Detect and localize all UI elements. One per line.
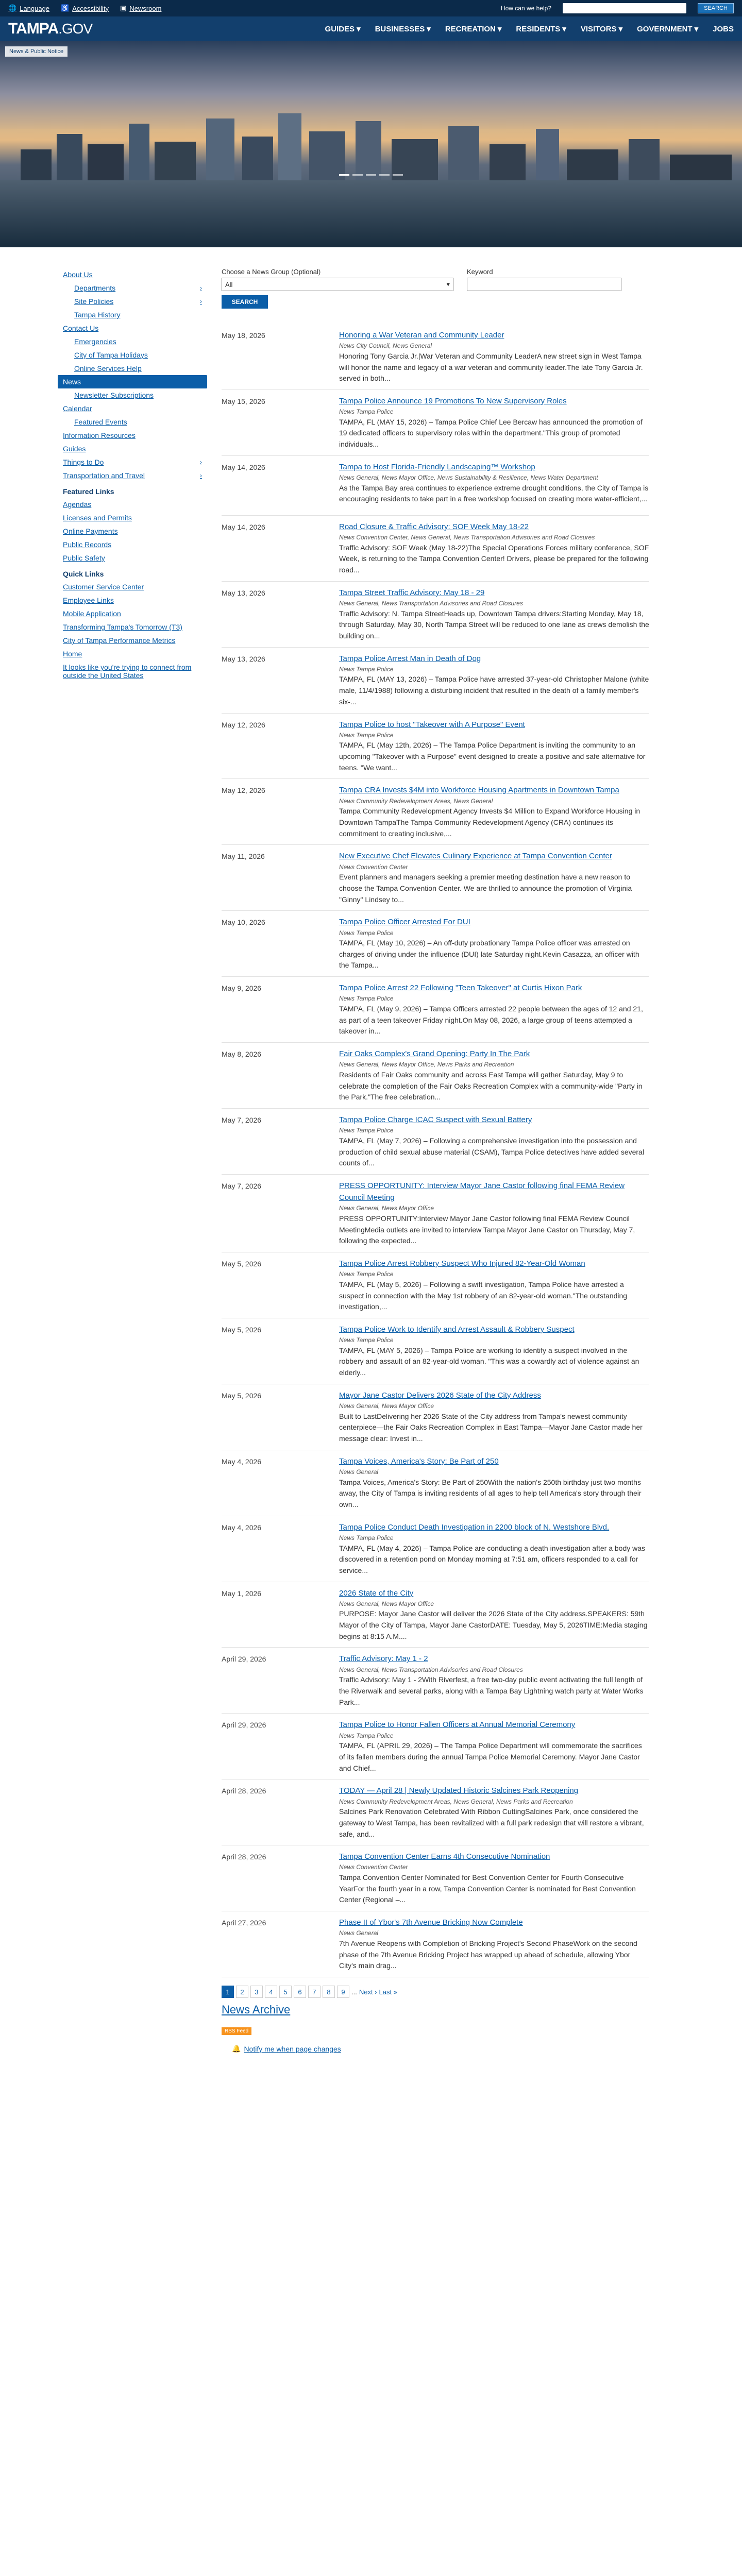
pagination (222, 1986, 649, 1998)
news-body (339, 1258, 649, 1313)
news-title[interactable]: Tampa Police Announce 19 Promotions To New Supervisory Roles (339, 396, 567, 405)
sidebar-item-label: Information Resources (63, 431, 136, 439)
sidebar-item[interactable] (58, 455, 207, 469)
site-search-button[interactable]: SEARCH (698, 3, 734, 13)
news-body (339, 982, 649, 1037)
news-title[interactable]: PRESS OPPORTUNITY: Interview Mayor Jane Castor following final FEMA Review Council Meeting (339, 1181, 625, 1202)
last-page-link[interactable]: Last » (379, 1988, 397, 1996)
quick-link[interactable] (58, 634, 207, 647)
news-item (222, 779, 649, 845)
news-group-select[interactable]: All ▾ (222, 278, 453, 291)
news-item (222, 456, 649, 516)
sidebar-item[interactable] (58, 388, 207, 402)
quick-link[interactable] (58, 594, 207, 607)
sidebar-item-label: Things to Do (63, 458, 104, 466)
sidebar-item-label: Guides (63, 445, 86, 453)
news-summary: Built to LastDelivering her 2026 State of the City address from Tampa's newest community centerpiece—the Fair Oaks Recreation Complex in East Tampa—Mayor Jane Castor made her message clear: Invest in... (339, 1412, 643, 1443)
sidebar-item[interactable] (58, 321, 207, 335)
news-date: April 29, 2026 (222, 1721, 266, 1730)
news-category: News General, News Mayor Office (339, 1600, 434, 1607)
news-summary: TAMPA, FL (May 5, 2026) – Following a swift investigation, Tampa Police have arrested a suspect in connection with the May 1st robbery of an 82-year-old woman."The outstanding investigation,... (339, 1280, 628, 1311)
quick-link-label: Mobile Application (63, 609, 121, 618)
nav-label: GUIDES (325, 24, 355, 33)
news-item (222, 390, 649, 456)
news-category: News Tampa Police (339, 1270, 394, 1278)
news-body (339, 1114, 649, 1169)
page-link[interactable]: 3 (250, 1986, 263, 1998)
featured-link-label: Licenses and Permits (63, 514, 132, 522)
newsroom-icon: ▣ (120, 4, 127, 12)
news-summary: Traffic Advisory: N. Tampa StreetHeads up, Downtown Tampa drivers:Starting Monday, May 18, through Saturday, May 30, North Tampa Street will be reduced to one lane as crews demolish the building on... (339, 609, 649, 640)
news-item (222, 1780, 649, 1845)
news-date: April 28, 2026 (222, 1853, 266, 1861)
sidebar-item[interactable] (58, 348, 207, 362)
sidebar-item-label: Contact Us (63, 324, 99, 332)
news-item (222, 1714, 649, 1780)
news-item (222, 1109, 649, 1175)
quick-link-label: Transforming Tampa's Tomorrow (T3) (63, 623, 182, 631)
sidebar-item[interactable] (58, 415, 207, 429)
news-body (339, 719, 649, 774)
news-date: May 8, 2026 (222, 1050, 262, 1059)
nav-item-guides[interactable] (325, 24, 361, 33)
news-item (222, 1384, 649, 1450)
news-date: April 29, 2026 (222, 1655, 266, 1664)
sidebar-item-label: Tampa History (74, 311, 121, 319)
sidebar-item-label: Featured Events (74, 418, 127, 426)
nav-label: RESIDENTS (516, 24, 561, 33)
page-link[interactable]: 6 (294, 1986, 306, 1998)
main-navigation (0, 16, 742, 41)
page-layout (0, 247, 742, 2074)
news-title[interactable]: Tampa Police Arrest 22 Following "Teen Takeover" at Curtis Hixon Park (339, 984, 582, 993)
main-content (222, 268, 649, 2074)
news-summary: PURPOSE: Mayor Jane Castor will deliver the 2026 State of the City address.SPEAKERS: 59th Mayor of the City of Tampa, Mayor Jane CastorDATE: Tuesday, May 5, 2026TIME:Media staging begins at 8:15 A.M.... (339, 1609, 648, 1640)
keyword-label: Keyword (467, 268, 493, 276)
news-category: News General, News Mayor Office (339, 1402, 434, 1410)
news-summary: TAMPA, FL (May 9, 2026) – Tampa Officers arrested 22 people between the ages of 12 and 21, as part of a teen takeover Friday night.On May 08, 2026, a large group of teens attempted a takeover in... (339, 1005, 643, 1036)
quick-link-label: Employee Links (63, 596, 114, 604)
news-title[interactable]: Tampa Police Work to Identify and Arrest Assault & Robbery Suspect (339, 1325, 575, 1334)
quick-link[interactable] (58, 580, 207, 594)
featured-link-label: Agendas (63, 500, 92, 509)
nav-item-residents[interactable] (516, 24, 566, 33)
quick-link-label: Home (63, 650, 82, 658)
page-link[interactable]: 8 (323, 1986, 335, 1998)
quick-link-label: Customer Service Center (63, 583, 144, 591)
quick-link-label: City of Tampa Performance Metrics (63, 636, 176, 645)
featured-link[interactable] (58, 524, 207, 538)
news-date: May 1, 2026 (222, 1589, 262, 1598)
news-date: May 5, 2026 (222, 1325, 262, 1334)
quick-link[interactable] (58, 620, 207, 634)
news-summary: PRESS OPPORTUNITY:Interview Mayor Jane Castor following final FEMA Review Council MeetingMedia outlets are invited to interview Tampa Mayor Jane Castor on Thursday, May 7, following the expected... (339, 1214, 635, 1245)
site-search-input[interactable] (563, 3, 686, 13)
chevron-down-icon: ▾ (357, 25, 361, 33)
chevron-right-icon: › (200, 284, 202, 292)
news-item (222, 516, 649, 582)
news-category: News General, News Mayor Office (339, 1205, 434, 1212)
chevron-down-icon: ▾ (497, 25, 502, 33)
hero-caption: News & Public Notice (5, 46, 68, 57)
news-category: News General, News Transportation Advisories and Road Closures (339, 1666, 523, 1673)
sidebar-item[interactable] (58, 362, 207, 375)
news-body (339, 329, 649, 384)
sidebar-item-label: Site Policies (74, 297, 114, 306)
pager-ellipsis: ... (351, 1988, 357, 1996)
news-body (339, 1587, 649, 1642)
accessibility-icon: ♿ (61, 4, 70, 12)
news-title[interactable]: Tampa Police Arrest Robbery Suspect Who Injured 82-Year-Old Woman (339, 1259, 585, 1268)
news-item (222, 1516, 649, 1582)
news-category: News Tampa Police (339, 731, 394, 739)
page-link[interactable]: 5 (279, 1986, 292, 1998)
news-title[interactable]: 2026 State of the City (339, 1588, 414, 1598)
quick-link[interactable] (58, 660, 207, 682)
quick-links-heading: Quick Links (63, 570, 104, 578)
nav-label: VISITORS (580, 24, 617, 33)
news-summary: TAMPA, FL (MAY 15, 2026) – Tampa Police Chief Lee Bercaw has announced the promotion of 19 dedicated officers to supervisory roles within the department."This group of promoted individuals... (339, 417, 643, 449)
news-item (222, 582, 649, 648)
notify-link[interactable]: 🔔 Notify me when page changes (232, 2044, 341, 2053)
news-summary: Tampa Convention Center Nominated for Best Convention Center for Fourth Consecutive YearFor the fourth year in a row, Tampa Convention Center is nominated for Best Convention Center (Regional –... (339, 1873, 636, 1904)
next-page-link[interactable]: Next › (359, 1988, 377, 1996)
news-date: May 11, 2026 (222, 852, 265, 861)
news-category: News Tampa Police (339, 408, 394, 416)
news-category: News Convention Center, News General, News Transportation Advisories and Road Closures (339, 534, 595, 541)
news-item (222, 1318, 649, 1384)
news-body (339, 1180, 649, 1247)
news-item (222, 648, 649, 714)
sidebar-item[interactable] (58, 469, 207, 482)
news-body (339, 1455, 649, 1511)
news-title[interactable]: Tampa Convention Center Earns 4th Consecutive Nomination (339, 1852, 550, 1861)
news-date: May 7, 2026 (222, 1181, 262, 1190)
news-title[interactable]: Tampa Police to Honor Fallen Officers at Annual Memorial Ceremony (339, 1720, 576, 1730)
news-list (222, 324, 649, 1977)
news-title[interactable]: Phase II of Ybor's 7th Avenue Bricking Now Complete (339, 1918, 523, 1927)
news-item (222, 1911, 649, 1977)
news-category: News City Council, News General (339, 342, 432, 350)
news-summary: Honoring Tony Garcia Jr.|War Veteran and Community LeaderA new street sign in West Tampa will honor the name and legacy of a war veteran and community leader.The late Tony Garcia Jr. served in both... (339, 351, 643, 383)
news-category: News General (339, 1468, 379, 1476)
nav-label: GOVERNMENT (637, 24, 693, 33)
page-link[interactable]: 2 (236, 1986, 248, 1998)
news-summary: TAMPA, FL (APRIL 29, 2026) – The Tampa Police Department will commemorate the sacrifices of its fallen members during the annual Tampa Police Memorial Ceremony. Mayor Jane Castor and Chief... (339, 1741, 642, 1772)
news-category: News Tampa Police (339, 995, 394, 1003)
news-item (222, 1648, 649, 1714)
accessibility-link[interactable]: ♿ Accessibility (61, 4, 109, 12)
page-link[interactable]: 1 (222, 1986, 234, 1998)
news-item (222, 911, 649, 977)
utility-bar (0, 0, 742, 16)
news-category: News General, News Transportation Advisories and Road Closures (339, 599, 523, 607)
news-title[interactable]: TODAY — April 28 | Newly Updated Historic Salcines Park Reopening (339, 1786, 579, 1795)
news-category: News Tampa Police (339, 1127, 394, 1134)
chevron-down-icon: ▾ (618, 25, 623, 33)
sidebar-item[interactable] (58, 295, 207, 308)
news-item (222, 714, 649, 779)
sidebar (58, 268, 207, 2074)
sidebar-item-label: Transportation and Travel (63, 471, 145, 480)
news-title[interactable]: Tampa Police to host "Takeover with A Purpose" Event (339, 720, 525, 729)
news-body (339, 1917, 649, 1972)
news-body (339, 916, 649, 971)
news-title[interactable]: Tampa CRA Invests $4M into Workforce Housing Apartments in Downtown Tampa (339, 786, 619, 795)
news-body (339, 1785, 649, 1840)
hero-banner (0, 41, 742, 247)
news-date: May 5, 2026 (222, 1391, 262, 1400)
news-category: News Community Redevelopment Areas, News General (339, 797, 493, 805)
page-link[interactable]: 7 (308, 1986, 321, 1998)
news-body (339, 1389, 649, 1445)
news-title[interactable]: Honoring a War Veteran and Community Leader (339, 331, 504, 340)
chevron-down-icon: ▾ (427, 25, 431, 33)
language-link[interactable]: 🌐 Language (8, 4, 50, 12)
featured-link[interactable] (58, 498, 207, 511)
news-search-button[interactable]: SEARCH (222, 295, 268, 309)
news-summary: TAMPA, FL (May 4, 2026) – Tampa Police are conducting a death investigation after a body was discovered in a retention pond on Monday morning at 7:51 am, officers responded to a call for service... (339, 1544, 646, 1574)
news-category: News Tampa Police (339, 1534, 394, 1541)
news-summary: Residents of Fair Oaks community and across East Tampa will gather Saturday, May 9 to celebrate the completion of the Fair Oaks Recreation Complex with a community-wide "Party in the Park."The free celebration... (339, 1070, 643, 1101)
bell-icon: 🔔 (232, 2044, 241, 2053)
featured-link[interactable] (58, 538, 207, 551)
news-title[interactable]: Traffic Advisory: May 1 - 2 (339, 1654, 428, 1664)
featured-link[interactable] (58, 551, 207, 565)
news-body (339, 1521, 649, 1577)
quick-link[interactable] (58, 607, 207, 620)
news-date: May 10, 2026 (222, 918, 265, 927)
nav-item-businesses[interactable] (375, 24, 431, 33)
chevron-down-icon: ▾ (694, 25, 699, 33)
news-category: News Tampa Police (339, 1336, 394, 1344)
news-summary: Traffic Advisory: SOF Week (May 18-22)The Special Operations Forces military conference, SOF Week, is returning to the Tampa Convention Center! Drivers, please be prepared for the following road... (339, 543, 649, 574)
news-date: May 14, 2026 (222, 463, 265, 471)
news-category: News General (339, 1929, 379, 1937)
news-category: News Convention Center (339, 863, 408, 871)
news-body (339, 395, 649, 450)
news-title[interactable]: Mayor Jane Castor Delivers 2026 State of the City Address (339, 1391, 541, 1400)
sidebar-item[interactable] (58, 268, 207, 281)
news-category: News Tampa Police (339, 665, 394, 673)
nav-item-government[interactable] (637, 24, 698, 33)
news-body (339, 1851, 649, 1906)
news-title[interactable]: Tampa Police Charge ICAC Suspect with Sexual Battery (339, 1115, 532, 1124)
news-item (222, 1252, 649, 1318)
news-filters (222, 268, 649, 309)
news-date: May 7, 2026 (222, 1115, 262, 1124)
nav-label: RECREATION (445, 24, 496, 33)
sidebar-item[interactable] (58, 308, 207, 321)
news-title[interactable]: Tampa Police Arrest Man in Death of Dog (339, 654, 481, 663)
featured-link-label: Public Safety (63, 554, 105, 562)
sidebar-item[interactable] (58, 442, 207, 455)
sidebar-item[interactable] (58, 375, 207, 388)
news-item (222, 1582, 649, 1648)
slider-dots[interactable] (339, 174, 403, 176)
news-body (339, 1719, 649, 1774)
featured-link-label: Online Payments (63, 527, 118, 535)
news-title[interactable]: Road Closure & Traffic Advisory: SOF Week May 18-22 (339, 522, 529, 531)
rss-feed-badge[interactable]: RSS Feed (222, 2027, 251, 2035)
news-summary: TAMPA, FL (MAY 5, 2026) – Tampa Police are working to identify a suspect involved in the robbery and assault of an 82-year-old woman. "This was a cowardly act of violence against an elderly... (339, 1346, 639, 1377)
news-date: May 15, 2026 (222, 397, 265, 405)
news-summary: TAMPA, FL (MAY 13, 2026) – Tampa Police have arrested 37-year-old Christopher Malone (white male, 11/4/1988) following a disturbing incident that resulted in the death of a family member's six-... (339, 675, 649, 706)
news-item (222, 1175, 649, 1252)
page-link[interactable]: 9 (337, 1986, 349, 1998)
news-summary: Traffic Advisory: May 1 - 2With Riverfest, a free two-day public event activating the full length of the Riverwalk and several parks, along with a Tampa Bay Lightning watch party at Water Works Park... (339, 1675, 644, 1706)
news-date: May 12, 2026 (222, 720, 265, 729)
news-date: May 4, 2026 (222, 1457, 262, 1466)
news-date: May 13, 2026 (222, 588, 265, 597)
news-date: May 13, 2026 (222, 654, 265, 663)
featured-link[interactable] (58, 511, 207, 524)
news-summary: TAMPA, FL (May 7, 2026) – Following a comprehensive investigation into the possession and production of child sexual abuse material (CSAM), Tampa Police detectives have added several counts of... (339, 1136, 644, 1167)
news-body (339, 1048, 649, 1103)
featured-link-label: Public Records (63, 540, 112, 549)
news-date: May 12, 2026 (222, 786, 265, 795)
news-body (339, 587, 649, 642)
sidebar-item-label: About Us (63, 270, 93, 279)
sidebar-item-label: News (63, 378, 81, 386)
news-summary: TAMPA, FL (May 12th, 2026) – The Tampa Police Department is inviting the community to an upcoming "Takeover with a Purpose" event designed to create a positive and safe alternative for teens. "We want... (339, 741, 646, 772)
news-item (222, 324, 649, 390)
sidebar-item[interactable] (58, 281, 207, 295)
news-summary: Tampa Community Redevelopment Agency Invests $4 Million to Expand Workforce Housing in Downtown TampaThe Tampa Community Redevelopment Agency (CRA) continues its commitment to creating inclusive,... (339, 807, 640, 838)
news-title[interactable]: Tampa Police Officer Arrested For DUI (339, 918, 470, 927)
news-title[interactable]: New Executive Chef Elevates Culinary Experience at Tampa Convention Center (339, 852, 612, 861)
news-title[interactable]: Tampa Voices, America's Story: Be Part of 250 (339, 1456, 499, 1466)
sidebar-item-label: Newsletter Subscriptions (74, 391, 154, 399)
news-category: News Community Redevelopment Areas, News General, News Parks and Recreation (339, 1798, 573, 1805)
nav-item-visitors[interactable] (581, 24, 622, 33)
news-title[interactable]: Tampa Police Conduct Death Investigation in 2200 block of N. Westshore Blvd. (339, 1522, 610, 1532)
sidebar-item[interactable] (58, 335, 207, 348)
news-date: May 5, 2026 (222, 1260, 262, 1268)
news-body (339, 850, 649, 905)
site-logo[interactable]: TAMPA.GOV (8, 20, 93, 37)
news-title[interactable]: Tampa to Host Florida-Friendly Landscaping™ Workshop (339, 462, 535, 471)
globe-icon: 🌐 (8, 4, 17, 12)
news-category: News Convention Center (339, 1863, 408, 1871)
news-date: May 14, 2026 (222, 522, 265, 531)
chevron-down-icon: ▾ (562, 25, 566, 33)
news-category: News General, News Mayor Office, News Sustainability & Resilience, News Water Department (339, 474, 598, 482)
sidebar-item[interactable] (58, 402, 207, 415)
news-body (339, 1653, 649, 1708)
nav-menu (325, 24, 734, 33)
news-summary: Tampa Voices, America's Story: Be Part of 250With the nation's 250th birthday just two months away, the City of Tampa is inviting residents of all ages to help tell America's story through their own... (339, 1478, 642, 1509)
sidebar-item-label: Online Services Help (74, 364, 142, 372)
news-item (222, 1450, 649, 1516)
hero-water (0, 180, 742, 247)
news-category: News General, News Mayor Office, News Parks and Recreation (339, 1061, 514, 1069)
news-item (222, 1043, 649, 1109)
news-body (339, 521, 649, 576)
nav-item-jobs[interactable] (713, 24, 734, 33)
news-body (339, 784, 649, 839)
keyword-input[interactable] (467, 278, 621, 291)
news-title[interactable]: Tampa Street Traffic Advisory: May 18 - 29 (339, 588, 485, 597)
news-archive-link[interactable]: News Archive (222, 2003, 291, 2016)
news-summary: TAMPA, FL (May 10, 2026) – An off-duty probationary Tampa Police officer was arrested on charges of driving under the influence (DUI) late Saturday night.Kevin Casazza, an officer with the Tampa... (339, 939, 639, 970)
page-link[interactable]: 4 (265, 1986, 277, 1998)
nav-item-recreation[interactable] (445, 24, 502, 33)
news-item (222, 1845, 649, 1911)
quick-link-label: It looks like you're trying to connect from outside the United States (63, 663, 192, 680)
sidebar-item[interactable] (58, 429, 207, 442)
news-date: May 4, 2026 (222, 1523, 262, 1532)
news-date: April 28, 2026 (222, 1787, 266, 1795)
news-body (339, 461, 649, 510)
news-summary: Salcines Park Renovation Celebrated With Ribbon CuttingSalcines Park, once considered the gateway to West Tampa, has been revitalized with a full park redesign that will restore a vibrant, safe, and... (339, 1807, 644, 1838)
news-category: News Tampa Police (339, 929, 394, 937)
news-category: News Tampa Police (339, 1732, 394, 1739)
news-date: May 18, 2026 (222, 331, 265, 340)
news-body (339, 1324, 649, 1379)
quick-link[interactable] (58, 647, 207, 660)
nav-label: BUSINESSES (375, 24, 425, 33)
nav-label: JOBS (713, 24, 734, 33)
chevron-down-icon: ▾ (446, 280, 450, 288)
help-prompt: How can we help? (500, 5, 551, 12)
chevron-right-icon: › (200, 298, 202, 305)
news-group-label: Choose a News Group (Optional) (222, 268, 321, 276)
news-summary: Event planners and managers seeking a premier meeting destination have a new reason to choose the Tampa Convention Center. We are thrilled to announce the promotion of Virginia "Ginny" Lindsey to... (339, 873, 632, 904)
chevron-right-icon: › (200, 459, 202, 466)
chevron-right-icon: › (200, 472, 202, 479)
news-date: April 27, 2026 (222, 1919, 266, 1927)
sidebar-item-label: Departments (74, 284, 116, 292)
news-date: May 9, 2026 (222, 984, 262, 993)
newsroom-link[interactable]: ▣ Newsroom (120, 4, 162, 12)
sidebar-item-label: City of Tampa Holidays (74, 351, 148, 359)
news-item (222, 845, 649, 911)
featured-links-heading: Featured Links (63, 487, 114, 496)
news-summary: 7th Avenue Reopens with Completion of Bricking Project's Second PhaseWork on the second phase of the 7th Avenue Bricking Project has wrapped up ahead of schedule, allowing Ybor City's main drag... (339, 1939, 637, 1970)
news-summary: As the Tampa Bay area continues to experience extreme drought conditions, the City of Tampa is encouraging residents to take part in a free workshop focused on creating more water-efficient,... (339, 483, 649, 503)
skyline-image (0, 113, 742, 180)
sidebar-item-label: Calendar (63, 404, 92, 413)
news-item (222, 977, 649, 1043)
sidebar-item-label: Emergencies (74, 337, 116, 346)
news-title[interactable]: Fair Oaks Complex's Grand Opening: Party In The Park (339, 1049, 530, 1059)
news-body (339, 653, 649, 708)
